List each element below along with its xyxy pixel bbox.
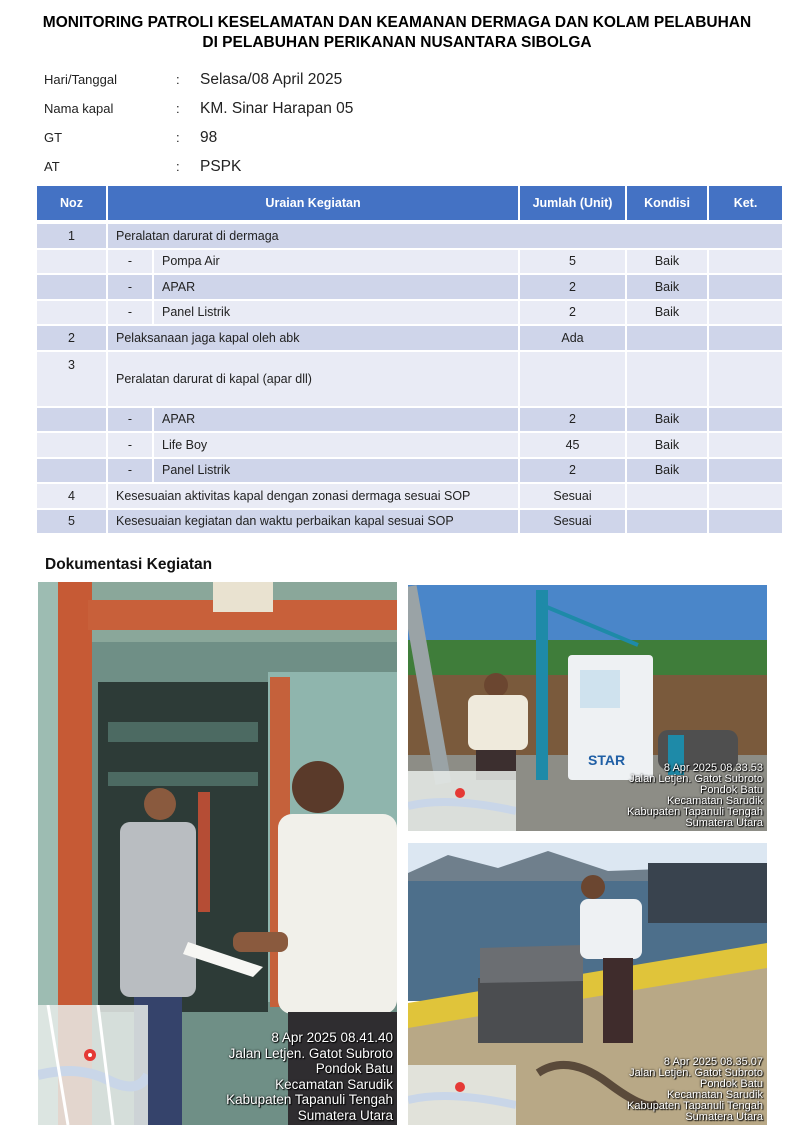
- stamp-line: Sumatera Utara: [297, 1107, 393, 1123]
- row-description: Kesesuaian kegiatan dan waktu perbaikan kapal sesuai SOP: [108, 510, 518, 534]
- photo-timestamp-location: [226, 1030, 393, 1123]
- row-number: 2: [37, 326, 106, 350]
- title-line-1: MONITORING PATROLI KESELAMATAN DAN KEAMANAN DERMAGA DAN KOLAM PELABUHAN: [42, 14, 752, 31]
- row-remarks: [709, 352, 782, 406]
- row-remarks: [709, 484, 782, 508]
- row-item: APAR: [154, 408, 518, 432]
- row-item: APAR: [154, 275, 518, 299]
- info-row-ship-name: [44, 94, 544, 123]
- table-row: [37, 408, 782, 432]
- stamp-line: Kecamatan Sarudik: [667, 795, 763, 807]
- row-remarks: [709, 250, 782, 274]
- row-quantity: 2: [520, 301, 625, 325]
- row-quantity: 45: [520, 433, 625, 457]
- stamp-line: Sumatera Utara: [685, 817, 763, 829]
- table-row: [37, 275, 782, 299]
- row-remarks: [709, 326, 782, 350]
- row-quantity: 2: [520, 275, 625, 299]
- info-label: Hari/Tanggal: [44, 72, 117, 87]
- row-dash: -: [108, 433, 152, 457]
- info-row-gt: [44, 123, 544, 152]
- location-minimap: [408, 771, 516, 831]
- table-row: [37, 326, 782, 350]
- row-condition: [627, 510, 707, 534]
- stamp-line: 8 Apr 2025 08.33.53: [663, 762, 763, 774]
- row-number: 5: [37, 510, 106, 534]
- info-label: GT: [44, 130, 63, 145]
- info-colon: :: [176, 72, 180, 87]
- row-quantity: Sesuai: [520, 510, 625, 534]
- row-item: Pompa Air: [154, 250, 518, 274]
- location-minimap: [38, 1005, 148, 1125]
- header-description: Uraian Kegiatan: [108, 186, 518, 220]
- info-row-date: [44, 65, 544, 94]
- table-header-row: [37, 186, 782, 220]
- table-row: [37, 224, 782, 248]
- row-description: Peralatan darurat di kapal (apar dll): [108, 352, 518, 406]
- stamp-line: Kecamatan Sarudik: [667, 1089, 763, 1101]
- row-dash: -: [108, 408, 152, 432]
- pump-brand-label: STAR: [588, 752, 626, 768]
- row-condition: Baik: [627, 250, 707, 274]
- table-row: [37, 433, 782, 457]
- stamp-line: Sumatera Utara: [685, 1111, 763, 1123]
- header-no: Noz: [37, 186, 106, 220]
- stamp-line: Jalan Letjen. Gatot Subroto: [228, 1045, 393, 1061]
- stamp-line: 8 Apr 2025 08.41.40: [271, 1030, 393, 1045]
- photo-timestamp-location: [627, 763, 763, 829]
- row-quantity: 5: [520, 250, 625, 274]
- location-minimap: [408, 1065, 516, 1125]
- table-row: [37, 510, 782, 534]
- row-condition: Baik: [627, 301, 707, 325]
- stamp-line: Pondok Batu: [700, 784, 763, 796]
- info-value: KM. Sinar Harapan 05: [200, 99, 354, 117]
- table-row: [37, 484, 782, 508]
- row-number: 4: [37, 484, 106, 508]
- stamp-line: Pondok Batu: [315, 1061, 393, 1076]
- row-dash: -: [108, 459, 152, 483]
- header-condition: Kondisi: [627, 186, 707, 220]
- row-description: Peralatan darurat di dermaga: [108, 224, 782, 248]
- row-remarks: [709, 275, 782, 299]
- info-label: Nama kapal: [44, 101, 114, 116]
- info-value: 98: [200, 128, 218, 146]
- info-colon: :: [176, 101, 180, 116]
- stamp-line: Jalan Letjen. Gatot Subroto: [629, 1067, 763, 1079]
- header-remarks: Ket.: [709, 186, 782, 220]
- row-quantity: 2: [520, 408, 625, 432]
- row-item: Panel Listrik: [154, 301, 518, 325]
- table-row: [37, 301, 782, 325]
- stamp-line: 8 Apr 2025 08.35.07: [663, 1056, 763, 1068]
- row-item: Panel Listrik: [154, 459, 518, 483]
- row-dash: -: [108, 275, 152, 299]
- row-remarks: [709, 459, 782, 483]
- stamp-line: Kecamatan Sarudik: [275, 1076, 393, 1092]
- info-value: PSPK: [200, 157, 242, 175]
- photo-fuel-pump: [408, 585, 767, 831]
- info-colon: :: [176, 130, 180, 145]
- title-line-2: DI PELABUHAN PERIKANAN NUSANTARA SIBOLGA: [202, 34, 592, 51]
- stamp-line: Kabupaten Tapanuli Tengah: [627, 1100, 763, 1112]
- row-quantity: [520, 352, 625, 406]
- row-number: 3: [37, 352, 106, 406]
- stamp-line: Jalan Letjen. Gatot Subroto: [629, 773, 763, 785]
- row-remarks: [709, 433, 782, 457]
- photo-inspection-onboard: [38, 582, 397, 1125]
- photo-electrical-panel: [408, 843, 767, 1125]
- row-condition: [627, 484, 707, 508]
- photo-timestamp-location: [627, 1057, 763, 1123]
- row-remarks: [709, 408, 782, 432]
- row-remarks: [709, 510, 782, 534]
- stamp-line: Kabupaten Tapanuli Tengah: [226, 1092, 393, 1107]
- row-condition: [627, 326, 707, 350]
- stamp-line: Kabupaten Tapanuli Tengah: [627, 806, 763, 818]
- row-condition: Baik: [627, 408, 707, 432]
- row-description: Pelaksanaan jaga kapal oleh abk: [108, 326, 518, 350]
- vessel-info: [44, 65, 544, 181]
- row-dash: -: [108, 301, 152, 325]
- table-row: [37, 352, 782, 406]
- row-condition: Baik: [627, 459, 707, 483]
- row-item: Life Boy: [154, 433, 518, 457]
- info-label: AT: [44, 159, 60, 174]
- info-row-at: [44, 152, 544, 181]
- row-quantity: Sesuai: [520, 484, 625, 508]
- table-row: [37, 250, 782, 274]
- row-condition: Baik: [627, 433, 707, 457]
- header-quantity: Jumlah (Unit): [520, 186, 625, 220]
- info-colon: :: [176, 159, 180, 174]
- row-condition: Baik: [627, 275, 707, 299]
- row-number: 1: [37, 224, 106, 248]
- row-condition: [627, 352, 707, 406]
- info-value: Selasa/08 April 2025: [200, 70, 343, 88]
- monitoring-table: [35, 184, 784, 535]
- documentation-title: Dokumentasi Kegiatan: [45, 556, 213, 573]
- row-description: Kesesuaian aktivitas kapal dengan zonasi dermaga sesuai SOP: [108, 484, 518, 508]
- row-remarks: [709, 301, 782, 325]
- table-row: [37, 459, 782, 483]
- row-dash: -: [108, 250, 152, 274]
- document-title: [0, 13, 794, 53]
- stamp-line: Pondok Batu: [700, 1078, 763, 1090]
- row-quantity: 2: [520, 459, 625, 483]
- row-quantity: Ada: [520, 326, 625, 350]
